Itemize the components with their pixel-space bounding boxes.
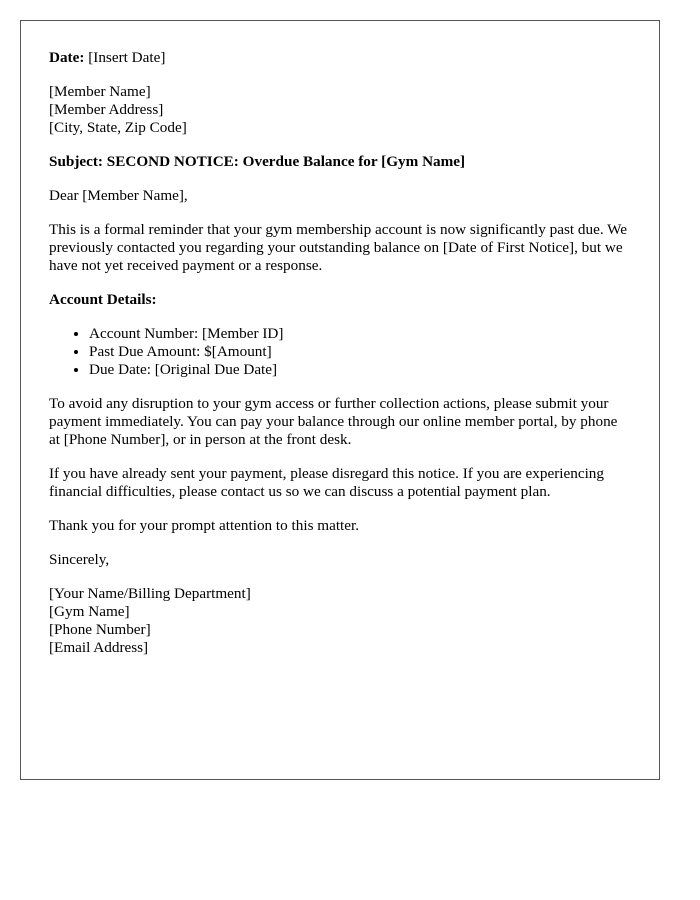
list-item-account-number: • Account Number: [Member ID] xyxy=(89,325,631,343)
letter-page xyxy=(20,20,660,780)
intro-paragraph: This is a formal reminder that your gym membership account is now significantly past due. We previously contacted you regarding your outstanding balance on [Date of First Notice], but we have not yet received payment or a response. xyxy=(49,221,628,274)
date-label: Date: xyxy=(49,49,85,66)
recipient-address: [Member Address] xyxy=(49,101,164,118)
recipient-address-block xyxy=(49,83,631,137)
disregard-paragraph: If you have already sent your payment, please disregard this notice. If you are experiencing financial difficulties, please contact us so we can discuss a potential payment plan. xyxy=(49,465,604,500)
thanks-paragraph: Thank you for your prompt attention to this matter. xyxy=(49,517,360,534)
subject-line: Subject: SECOND NOTICE: Overdue Balance for [Gym Name] xyxy=(49,153,466,170)
account-details-list xyxy=(49,325,631,379)
date-line xyxy=(49,49,631,67)
signature-gym: [Gym Name] xyxy=(49,603,130,620)
date-value: [Insert Date] xyxy=(84,49,166,66)
signature-block xyxy=(49,585,631,657)
salutation: Dear [Member Name], xyxy=(49,187,188,204)
signature-phone: [Phone Number] xyxy=(49,621,151,638)
closing: Sincerely, xyxy=(49,551,110,568)
signature-name: [Your Name/Billing Department] xyxy=(49,585,251,602)
recipient-name: [Member Name] xyxy=(49,83,151,100)
recipient-city-state-zip: [City, State, Zip Code] xyxy=(49,119,187,136)
account-details-heading: Account Details: xyxy=(49,291,157,308)
list-item-past-due-amount: • Past Due Amount: $[Amount] xyxy=(89,343,631,361)
list-item-due-date: • Due Date: [Original Due Date] xyxy=(89,361,631,379)
payment-paragraph: To avoid any disruption to your gym access or further collection actions, please submit your payment immediately. You can pay your balance through our online member portal, by phone at [Phone Number], or in person at the front desk. xyxy=(49,395,618,448)
signature-email: [Email Address] xyxy=(49,639,149,656)
